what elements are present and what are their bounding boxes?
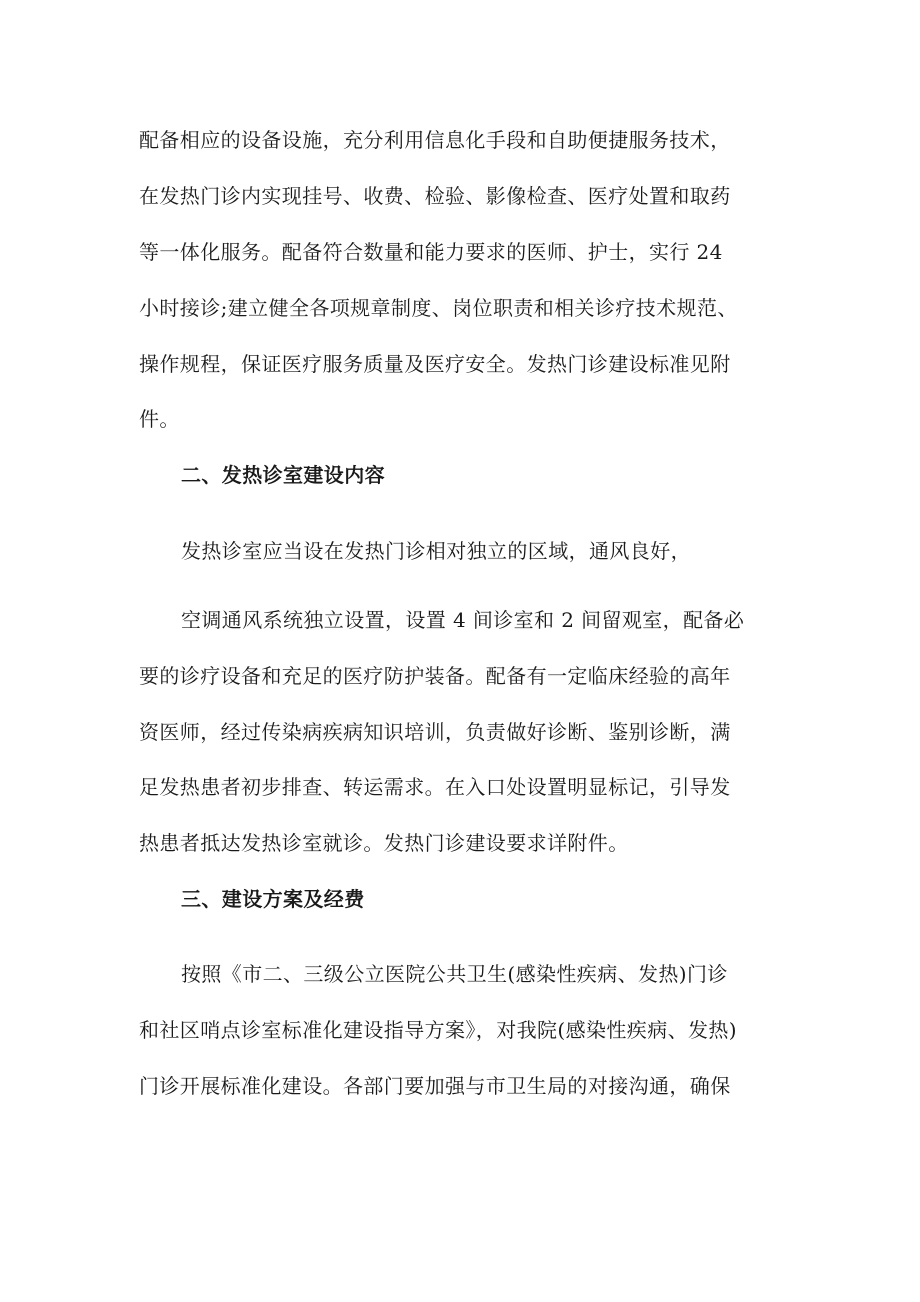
section-heading: 二、发热诊室建设内容 xyxy=(181,463,385,487)
body-line: 热患者抵达发热诊室就诊。发热门诊建设要求详附件。 xyxy=(139,831,629,855)
body-line: 资医师，经过传染病疾病知识培训，负责做好诊断、鉴别诊断，满 xyxy=(139,720,731,744)
section-heading: 三、建设方案及经费 xyxy=(181,887,365,911)
body-line: 小时接诊;建立健全各项规章制度、岗位职责和相关诊疗技术规范、 xyxy=(139,296,738,320)
body-line: 操作规程，保证医疗服务质量及医疗安全。发热门诊建设标准见附 xyxy=(139,352,731,376)
body-line: 要的诊疗设备和充足的医疗防护装备。配备有一定临床经验的高年 xyxy=(139,664,731,688)
body-line: 在发热门诊内实现挂号、收费、检验、影像检查、医疗处置和取药 xyxy=(139,184,731,208)
body-line: 件。 xyxy=(139,407,180,431)
body-line: 发热诊室应当设在发热门诊相对独立的区域，通风良好， xyxy=(181,539,691,563)
body-line: 等一体化服务。配备符合数量和能力要求的医师、护士，实行 24 xyxy=(139,240,723,264)
body-line: 空调通风系统独立设置，设置 4 间诊室和 2 间留观室，配备必 xyxy=(181,608,745,632)
body-line: 门诊开展标准化建设。各部门要加强与市卫生局的对接沟通，确保 xyxy=(139,1074,731,1098)
body-line: 配备相应的设备设施，充分利用信息化手段和自助便捷服务技术， xyxy=(139,128,731,152)
body-line: 和社区哨点诊室标准化建设指导方案》，对我院(感染性疾病、发热) xyxy=(139,1018,738,1042)
body-line: 按照《市二、三级公立医院公共卫生(感染性疾病、发热)门诊 xyxy=(181,962,728,986)
body-line: 足发热患者初步排查、转运需求。在入口处设置明显标记，引导发 xyxy=(139,775,731,799)
